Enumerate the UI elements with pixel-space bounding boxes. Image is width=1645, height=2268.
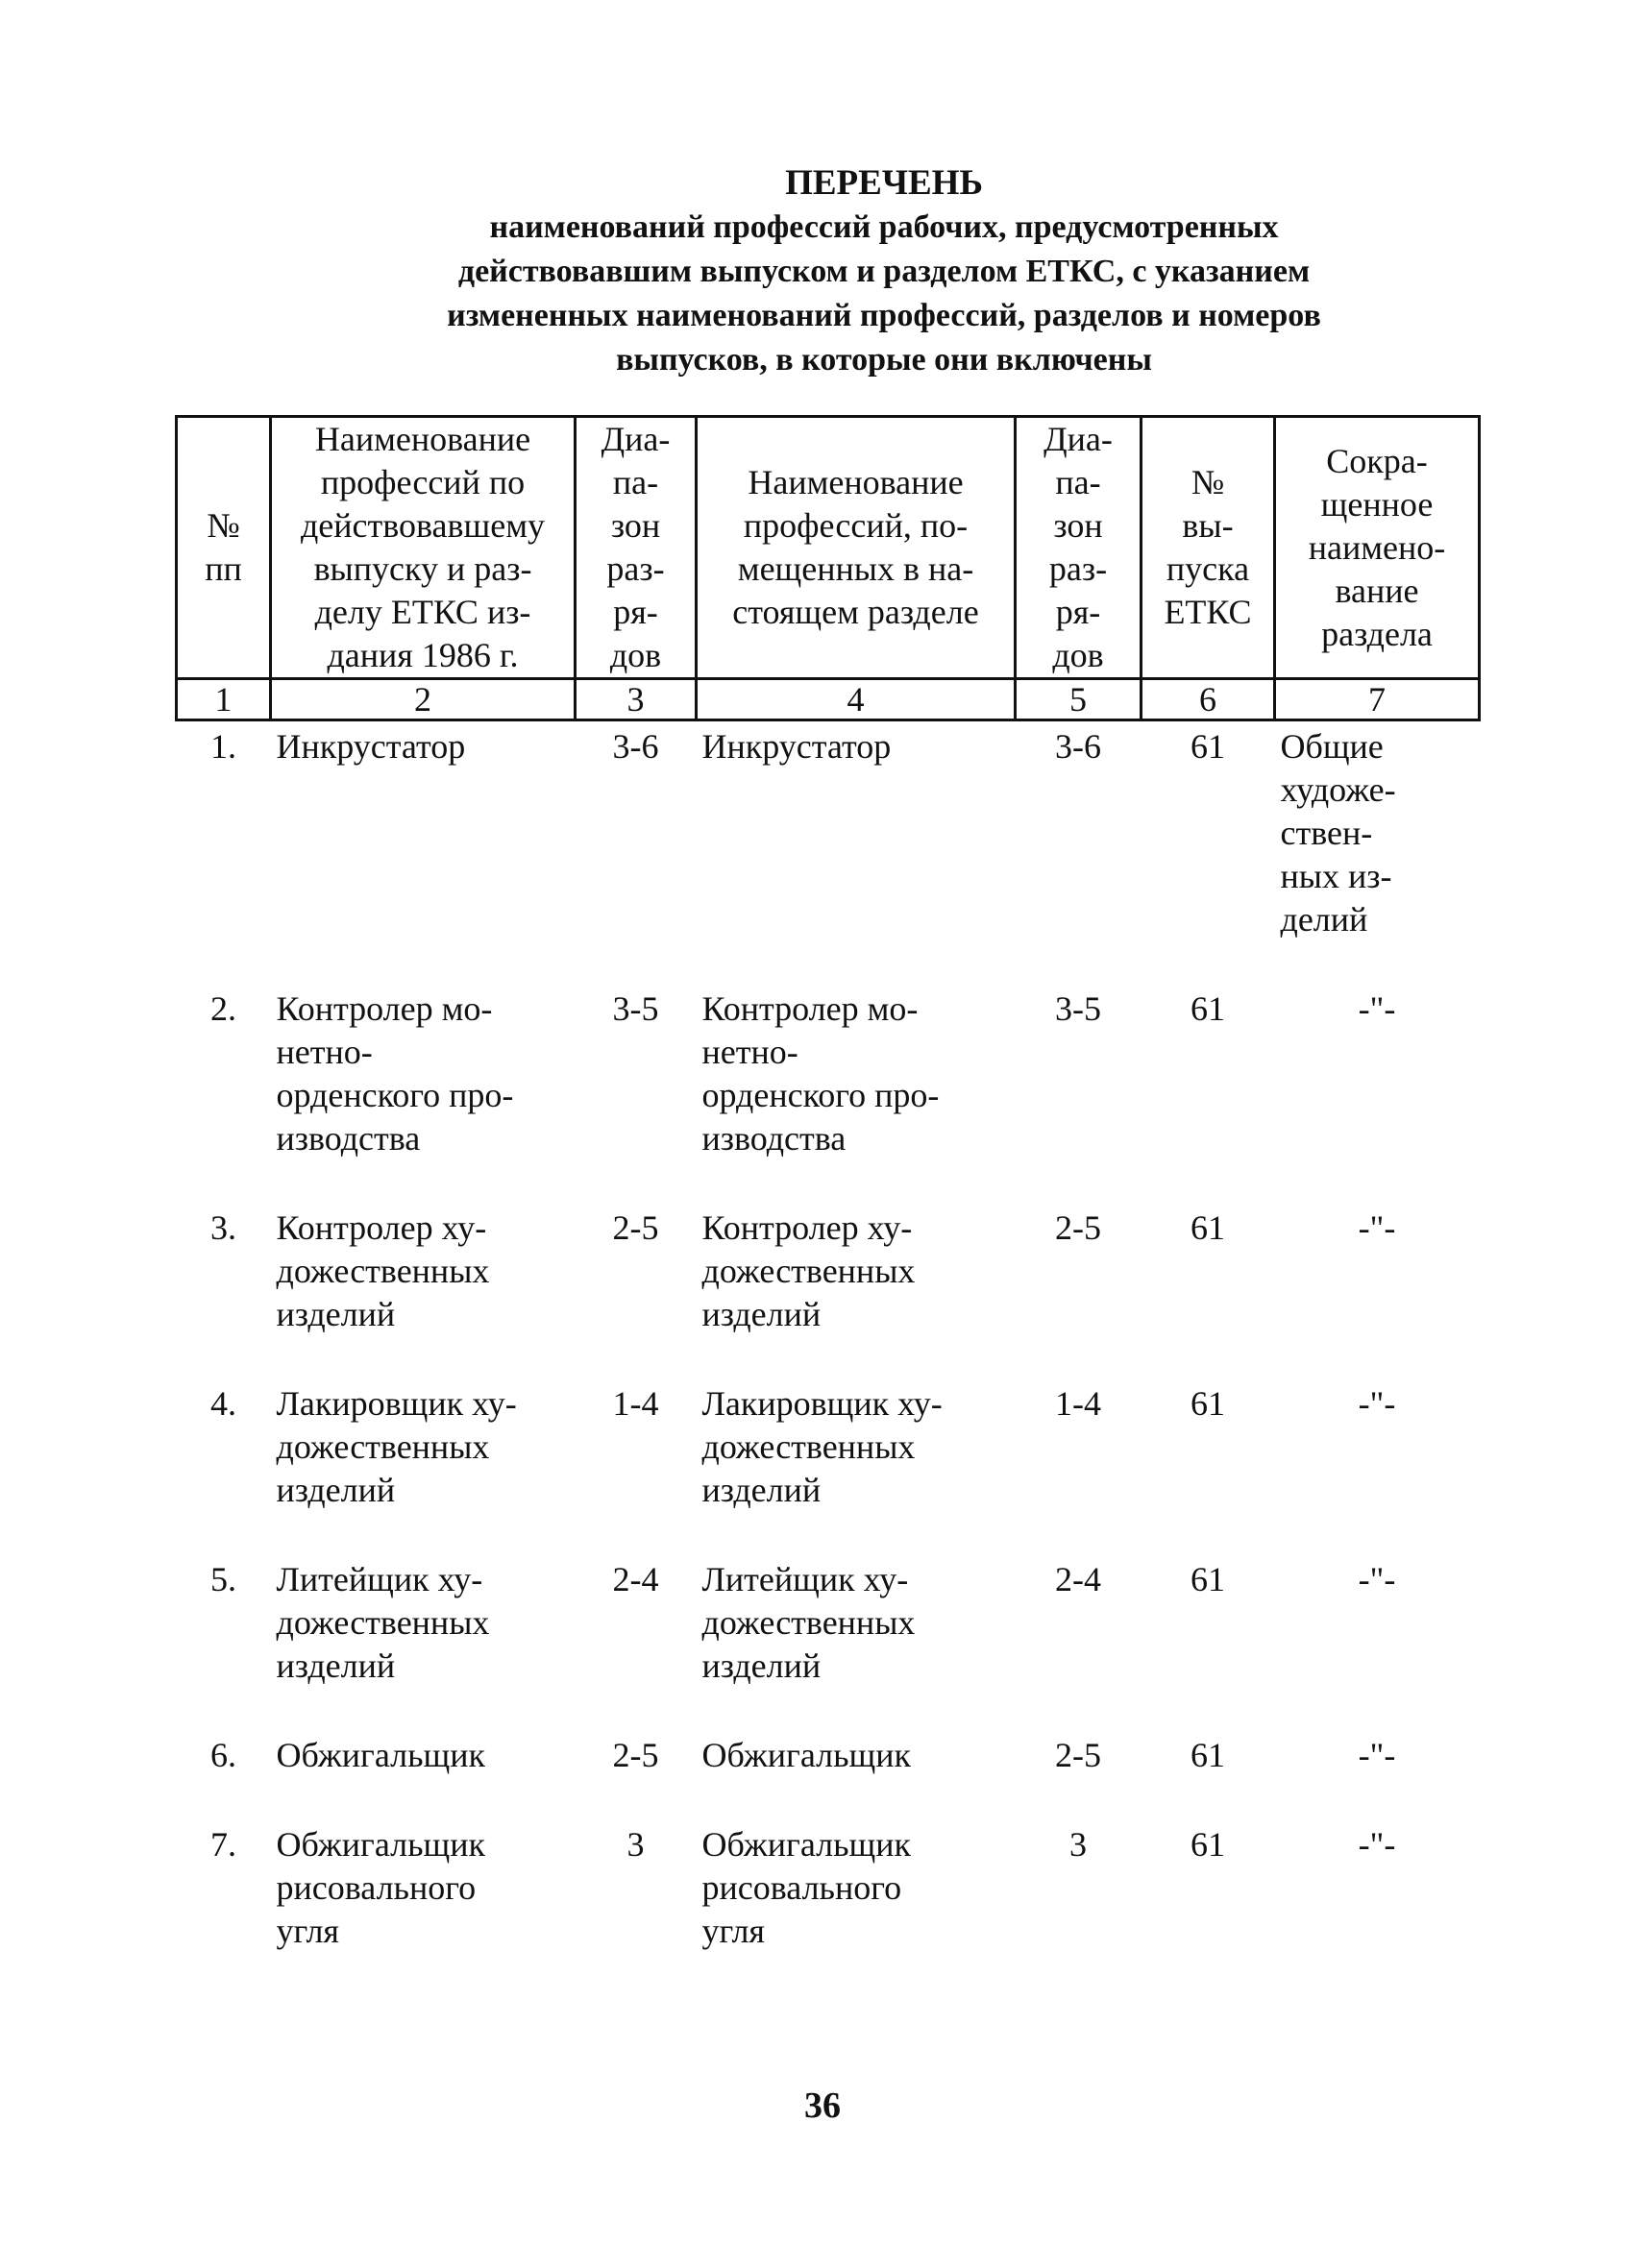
text-line: па-: [612, 463, 659, 501]
old-grade-range: 1-4: [612, 1384, 659, 1423]
text-line: ствен-: [1280, 814, 1373, 852]
header-new-range: [1016, 417, 1142, 679]
column-number: 1: [177, 679, 271, 720]
etks-issue-number: 61: [1191, 1736, 1225, 1774]
text-line: -"-: [1358, 1384, 1396, 1423]
text-line: раздела: [1321, 614, 1433, 653]
text-line: орденского про-: [276, 1076, 514, 1114]
section-short-name: [1275, 1819, 1480, 1953]
text-line: дов: [609, 636, 662, 674]
text-line: дов: [1052, 636, 1104, 674]
text-line: -"-: [1358, 1736, 1396, 1774]
text-line: дожественных: [701, 1603, 916, 1642]
old-grade-range: 2-5: [612, 1736, 659, 1774]
text-line: №: [207, 506, 240, 545]
new-profession-name: [697, 1554, 1016, 1730]
row-number: 4.: [210, 1384, 236, 1423]
old-grade-range: 2-4: [612, 1560, 659, 1598]
text-line: -"-: [1358, 1560, 1396, 1598]
text-line: Контролер мо-: [276, 989, 493, 1028]
text-line: Сокра-: [1326, 441, 1428, 480]
new-profession-name: [697, 720, 1016, 985]
text-line: изводства: [276, 1119, 421, 1158]
table-row: [177, 984, 1480, 1203]
title-heading: ПЕРЕЧЕНЬ: [785, 163, 983, 203]
text-line: наимено-: [1308, 527, 1446, 567]
old-profession-name: [271, 1378, 576, 1554]
text-line: Обжигальщик: [701, 1736, 911, 1774]
title-line-4: выпусков, в которые они включены: [616, 342, 1152, 378]
text-line: па-: [1055, 463, 1101, 501]
text-line: дожественных: [276, 1427, 490, 1466]
text-line: Наименование: [748, 463, 964, 501]
column-number: 2: [271, 679, 576, 720]
text-line: изводства: [701, 1119, 847, 1158]
text-line: Обжигальщик: [701, 1825, 911, 1864]
text-line: Контролер ху-: [276, 1208, 487, 1247]
text-line: Наименование: [314, 420, 531, 458]
text-line: Диа-: [1043, 420, 1113, 458]
section-short-name: [1275, 1730, 1480, 1819]
etks-issue-number: 61: [1191, 1825, 1225, 1864]
text-line: дания 1986 г.: [327, 636, 519, 674]
text-line: Общие: [1280, 727, 1384, 766]
text-line: Инкрустатор: [276, 727, 466, 766]
new-grade-range: 2-5: [1055, 1208, 1101, 1247]
new-grade-range: 3-6: [1055, 727, 1101, 766]
table-row: [177, 1554, 1480, 1730]
section-short-name: [1275, 720, 1480, 985]
text-line: зон: [1053, 506, 1103, 545]
text-line: ря-: [1055, 593, 1101, 631]
text-line: -"-: [1358, 1208, 1396, 1247]
section-short-name: [1275, 984, 1480, 1203]
text-line: ЕТКС: [1164, 593, 1252, 631]
header-section: [1275, 417, 1480, 679]
text-line: делу ЕТКС из-: [314, 593, 531, 631]
text-line: изделий: [276, 1646, 396, 1685]
text-line: дожественных: [276, 1603, 490, 1642]
old-profession-name: [271, 1203, 576, 1378]
new-grade-range: 3: [1069, 1825, 1087, 1864]
text-line: вание: [1335, 571, 1419, 610]
text-line: Литейщик ху-: [276, 1560, 483, 1598]
text-line: изделий: [701, 1471, 822, 1509]
text-line: зон: [610, 506, 661, 545]
old-profession-name: [271, 984, 576, 1203]
new-grade-range: 2-4: [1055, 1560, 1101, 1598]
text-line: Контролер ху-: [701, 1208, 913, 1247]
header-old-range: [576, 417, 697, 679]
text-line: рисовального: [276, 1868, 477, 1907]
text-line: пп: [205, 549, 242, 588]
row-number: 1.: [210, 727, 236, 766]
text-line: рисовального: [701, 1868, 902, 1907]
text-line: нетно-: [276, 1033, 373, 1071]
new-grade-range: 1-4: [1055, 1384, 1101, 1423]
etks-issue-number: 61: [1191, 727, 1225, 766]
column-number: 6: [1142, 679, 1275, 720]
row-number: 6.: [210, 1736, 236, 1774]
header-new-name: [697, 417, 1016, 679]
column-number: 4: [697, 679, 1016, 720]
text-line: Обжигальщик: [276, 1825, 485, 1864]
new-grade-range: 3-5: [1055, 989, 1101, 1028]
column-number: 5: [1016, 679, 1142, 720]
row-number: 7.: [210, 1825, 236, 1864]
old-grade-range: 2-5: [612, 1208, 659, 1247]
text-line: Контролер мо-: [701, 989, 919, 1028]
text-line: Лакировщик ху-: [276, 1384, 517, 1423]
text-line: раз-: [606, 549, 665, 588]
text-line: делий: [1280, 900, 1368, 939]
text-line: щенное: [1320, 484, 1434, 524]
row-number: 2.: [210, 989, 236, 1028]
text-line: Литейщик ху-: [701, 1560, 909, 1598]
old-grade-range: 3-6: [612, 727, 659, 766]
etks-issue-number: 61: [1191, 1208, 1225, 1247]
row-number: 3.: [210, 1208, 236, 1247]
header-row: [177, 417, 1480, 679]
title-line-2: действовавшим выпуском и разделом ЕТКС, с указанием: [457, 254, 1311, 289]
text-line: -"-: [1358, 1825, 1396, 1864]
text-line: раз-: [1048, 549, 1108, 588]
text-line: дожественных: [701, 1252, 916, 1290]
row-number: 5.: [210, 1560, 236, 1598]
text-line: угля: [701, 1912, 765, 1950]
text-line: Инкрустатор: [701, 727, 892, 766]
section-short-name: [1275, 1378, 1480, 1554]
new-profession-name: [697, 1378, 1016, 1554]
text-line: изделий: [701, 1646, 822, 1685]
old-profession-name: [271, 720, 576, 985]
text-line: ных из-: [1280, 857, 1392, 895]
text-line: нетно-: [701, 1033, 798, 1071]
text-line: стоящем разделе: [732, 593, 979, 631]
text-line: выпуску и раз-: [313, 549, 532, 588]
text-line: ря-: [613, 593, 658, 631]
etks-issue-number: 61: [1191, 1384, 1225, 1423]
table-body: [177, 720, 1480, 1954]
new-grade-range: 2-5: [1055, 1736, 1101, 1774]
old-profession-name: [271, 1730, 576, 1819]
text-line: дожественных: [276, 1252, 490, 1290]
column-number: 7: [1275, 679, 1480, 720]
header-num: [177, 417, 271, 679]
table-row: [177, 1819, 1480, 1953]
text-line: художе-: [1280, 770, 1396, 809]
text-line: изделий: [276, 1295, 396, 1333]
text-line: орденского про-: [701, 1076, 940, 1114]
document-title: [288, 161, 1480, 382]
table-row: [177, 1203, 1480, 1378]
header-issue: [1142, 417, 1275, 679]
text-line: Диа-: [601, 420, 671, 458]
header-old-name: [271, 417, 576, 679]
table-row: [177, 1730, 1480, 1819]
etks-issue-number: 61: [1191, 1560, 1225, 1598]
text-line: профессий по: [320, 463, 526, 501]
text-line: Лакировщик ху-: [701, 1384, 943, 1423]
table-row: [177, 1378, 1480, 1554]
column-number-row: [177, 679, 1480, 720]
text-line: изделий: [276, 1471, 396, 1509]
text-line: профессий, по-: [743, 506, 969, 545]
text-line: №: [1191, 463, 1225, 501]
old-profession-name: [271, 1554, 576, 1730]
column-number: 3: [576, 679, 697, 720]
text-line: изделий: [701, 1295, 822, 1333]
text-line: пуска: [1166, 549, 1250, 588]
text-line: действовавшему: [300, 506, 545, 545]
new-profession-name: [697, 1203, 1016, 1378]
section-short-name: [1275, 1554, 1480, 1730]
section-short-name: [1275, 1203, 1480, 1378]
old-grade-range: 3-5: [612, 989, 659, 1028]
professions-table: [175, 415, 1481, 1953]
page-number: 36: [804, 2085, 841, 2126]
new-profession-name: [697, 1819, 1016, 1953]
new-profession-name: [697, 1730, 1016, 1819]
old-profession-name: [271, 1819, 576, 1953]
text-line: дожественных: [701, 1427, 916, 1466]
text-line: -"-: [1358, 989, 1396, 1028]
text-line: угля: [276, 1912, 339, 1950]
text-line: Обжигальщик: [276, 1736, 485, 1774]
etks-issue-number: 61: [1191, 989, 1225, 1028]
title-line-1: наименований профессий рабочих, предусмотренных: [489, 209, 1279, 245]
table-row: [177, 720, 1480, 985]
text-line: вы-: [1182, 506, 1234, 545]
old-grade-range: 3: [626, 1825, 645, 1864]
title-line-3: измененных наименований профессий, разделов и номеров: [447, 298, 1321, 333]
new-profession-name: [697, 984, 1016, 1203]
text-line: мещенных в на-: [737, 549, 974, 588]
